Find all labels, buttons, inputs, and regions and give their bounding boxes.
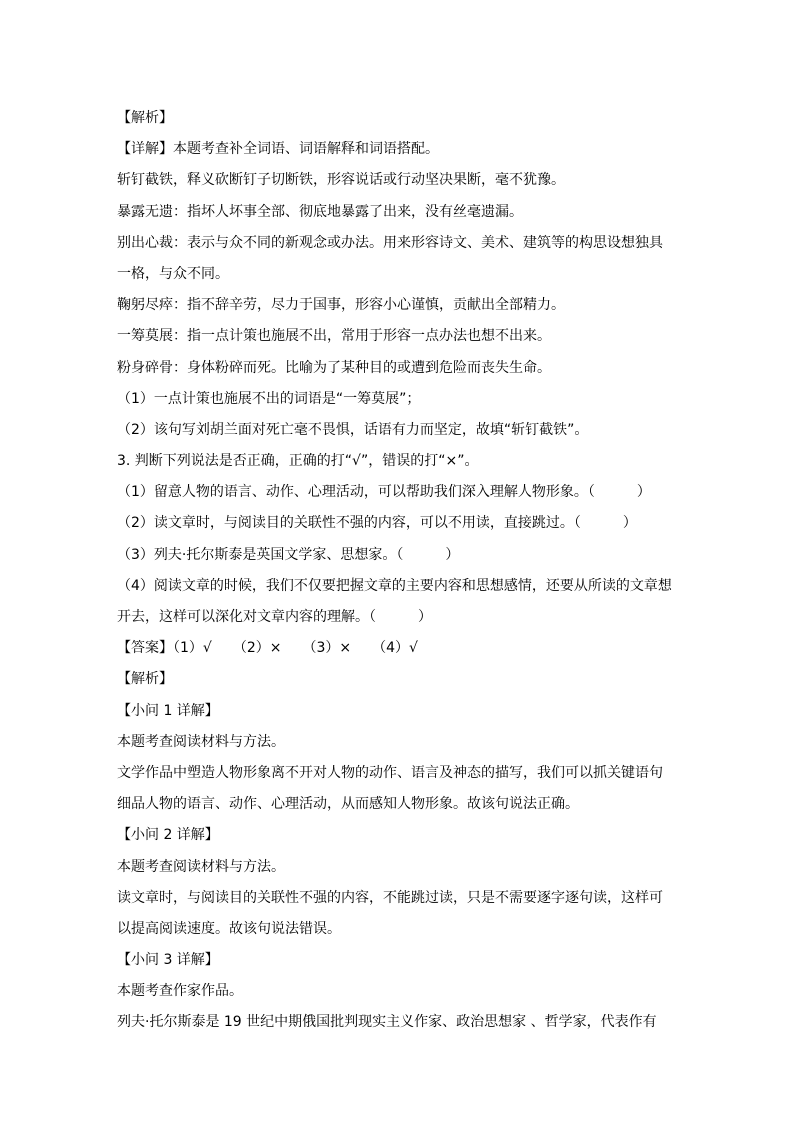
sub-question-1-heading: 【小问 1 详解】 [117, 702, 219, 719]
sub-question-3-explanation: 列夫·托尔斯泰是 19 世纪中期俄国批判现实主义作家、政治思想家 、哲学家，代表作有 [117, 1014, 657, 1031]
definition-zhandingjietie: 斩钉截铁，释义砍断钉子切断铁，形容说话或行动坚决果断，毫不犹豫。 [117, 172, 565, 189]
detail-intro: 【详解】本题考查补全词语、词语解释和词语搭配。 [117, 141, 439, 158]
section-heading-analysis-2: 【解析】 [117, 671, 173, 688]
sub-question-2-explanation-cont: 以提高阅读速度。故该句说法错误。 [117, 920, 341, 937]
question-3-item-4: （4）阅读文章的时候，我们不仅要把握文章的主要内容和思想感情，还要从所读的文章想 [117, 577, 672, 594]
question-3-item-3: （3）列夫·托尔斯泰是英国文学家、思想家。（ ） [117, 546, 460, 563]
sub-question-2-heading: 【小问 2 详解】 [117, 827, 219, 844]
question-3-item-2: （2）读文章时，与阅读目的关联性不强的内容，可以不用读，直接跳过。（ ） [117, 515, 637, 532]
answer-item-1: （1）一点计策也施展不出的词语是“一筹莫展”； [117, 390, 421, 407]
section-heading-analysis: 【解析】 [117, 110, 173, 126]
question-3-item-1: （1）留意人物的语言、动作、心理活动，可以帮助我们深入理解人物形象。（ ） [117, 484, 651, 501]
sub-question-2-explanation: 读文章时，与阅读目的关联性不强的内容，不能跳过读，只是不需要逐字逐句读，这样可 [117, 889, 663, 906]
sub-question-1-explanation-cont: 细品人物的语言、动作、心理活动，从而感知人物形象。故该句说法正确。 [117, 796, 579, 813]
sub-question-1-topic: 本题考查阅读材料与方法。 [117, 733, 285, 750]
document-page [117, 103, 679, 1039]
question-3-prompt: 3. 判断下列说法是否正确，正确的打“√”，错误的打“×”。 [117, 453, 479, 470]
definition-biechuxincai: 别出心裁：表示与众不同的新观念或办法。用来形容诗文、美术、建筑等的构思设想独具 [117, 234, 663, 251]
sub-question-3-topic: 本题考查作家作品。 [117, 983, 243, 1000]
definition-fenshensuigu: 粉身碎骨：身体粉碎而死。比喻为了某种目的或遭到危险而丧失生命。 [117, 359, 551, 376]
definition-biechuxincai-cont: 一格，与众不同。 [117, 265, 229, 282]
definition-yichoumozhan: 一筹莫展：指一点计策也施展不出，常用于形容一点办法也想不出来。 [117, 328, 551, 345]
answer-key: 【答案】（1）√ （2）× （3）× （4）√ [117, 640, 418, 657]
definition-baoluwuyi: 暴露无遗：指坏人坏事全部、彻底地暴露了出来，没有丝毫遗漏。 [117, 203, 523, 220]
sub-question-1-explanation: 文学作品中塑造人物形象离不开对人物的动作、语言及神态的描写，我们可以抓关键语句 [117, 764, 663, 781]
answer-item-2: （2）该句写刘胡兰面对死亡毫不畏惧，话语有力而坚定，故填“斩钉截铁”。 [117, 421, 589, 438]
sub-question-3-heading: 【小问 3 详解】 [117, 952, 219, 969]
definition-jugongjincui: 鞠躬尽瘁：指不辞辛劳，尽力于国事，形容小心谨慎，贡献出全部精力。 [117, 297, 565, 314]
sub-question-2-topic: 本题考查阅读材料与方法。 [117, 858, 285, 875]
question-3-item-4-cont: 开去，这样可以深化对文章内容的理解。（ ） [117, 609, 432, 625]
